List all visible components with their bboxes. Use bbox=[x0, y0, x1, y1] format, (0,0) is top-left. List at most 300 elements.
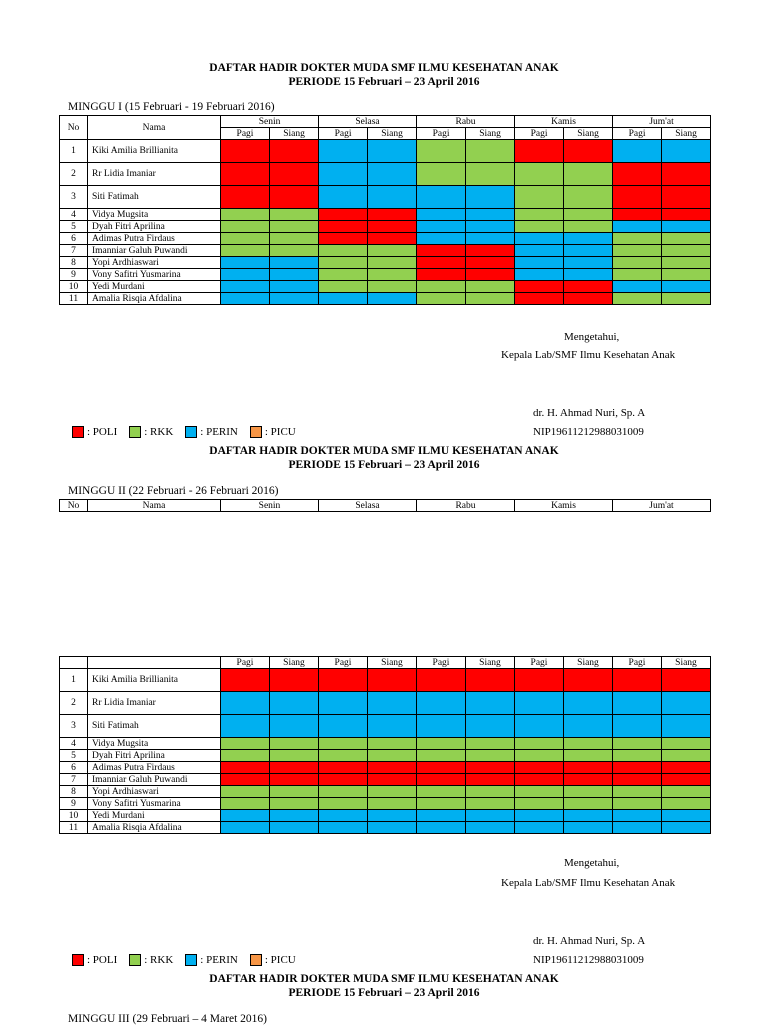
schedule-cell bbox=[368, 750, 417, 762]
schedule-cell bbox=[564, 293, 613, 305]
schedule-cell bbox=[613, 810, 662, 822]
schedule-cell bbox=[319, 281, 368, 293]
student-name: Yedi Murdani bbox=[88, 810, 221, 822]
header-no-blank bbox=[60, 657, 88, 669]
schedule-cell bbox=[270, 293, 319, 305]
schedule-cell bbox=[466, 186, 515, 209]
schedule-cell bbox=[564, 762, 613, 774]
schedule-cell bbox=[564, 669, 613, 692]
schedule-cell bbox=[368, 669, 417, 692]
signature-name-2: dr. H. Ahmad Nuri, Sp. A bbox=[533, 935, 646, 947]
schedule-cell bbox=[319, 209, 368, 221]
schedule-cell bbox=[270, 786, 319, 798]
title-line-2-section-3: PERIODE 15 Februari – 23 April 2016 bbox=[288, 987, 480, 999]
schedule-cell bbox=[466, 269, 515, 281]
week-1-table bbox=[59, 115, 711, 305]
schedule-cell bbox=[515, 233, 564, 245]
schedule-cell bbox=[368, 786, 417, 798]
header-shift-siang: Siang bbox=[662, 128, 711, 140]
legend-2 bbox=[72, 954, 308, 966]
header-shift-pagi: Pagi bbox=[319, 657, 368, 669]
schedule-cell bbox=[417, 245, 466, 257]
header-no: No bbox=[60, 500, 88, 512]
week-2-header-table bbox=[59, 499, 711, 512]
row-number: 7 bbox=[60, 245, 88, 257]
schedule-cell bbox=[662, 669, 711, 692]
student-name: Kiki Amilia Brillianita bbox=[88, 669, 221, 692]
table-row bbox=[60, 692, 711, 715]
schedule-cell bbox=[221, 269, 270, 281]
table-row bbox=[60, 810, 711, 822]
schedule-cell bbox=[270, 257, 319, 269]
schedule-cell bbox=[662, 715, 711, 738]
table-row bbox=[60, 822, 711, 834]
schedule-cell bbox=[613, 281, 662, 293]
schedule-cell bbox=[368, 738, 417, 750]
schedule-cell bbox=[368, 245, 417, 257]
schedule-cell bbox=[368, 281, 417, 293]
legend-label-rkk: : RKK bbox=[144, 426, 174, 438]
schedule-cell bbox=[270, 186, 319, 209]
student-name: Adimas Putra Firdaus bbox=[88, 762, 221, 774]
row-number: 4 bbox=[60, 209, 88, 221]
schedule-cell bbox=[515, 715, 564, 738]
schedule-cell bbox=[368, 798, 417, 810]
schedule-cell bbox=[368, 186, 417, 209]
schedule-cell bbox=[466, 750, 515, 762]
schedule-cell bbox=[662, 221, 711, 233]
schedule-cell bbox=[221, 786, 270, 798]
schedule-cell bbox=[221, 750, 270, 762]
legend bbox=[72, 426, 308, 438]
schedule-cell bbox=[564, 822, 613, 834]
schedule-cell bbox=[564, 786, 613, 798]
schedule-cell bbox=[270, 245, 319, 257]
header-day-rabu: Rabu bbox=[417, 116, 515, 128]
schedule-cell bbox=[564, 221, 613, 233]
table-row bbox=[60, 786, 711, 798]
signature-known: Mengetahui, bbox=[564, 331, 620, 343]
row-number: 3 bbox=[60, 715, 88, 738]
schedule-cell bbox=[466, 774, 515, 786]
header-shift-siang: Siang bbox=[270, 128, 319, 140]
schedule-cell bbox=[613, 257, 662, 269]
schedule-cell bbox=[270, 669, 319, 692]
table-row bbox=[60, 269, 711, 281]
schedule-cell bbox=[515, 245, 564, 257]
schedule-cell bbox=[662, 774, 711, 786]
schedule-cell bbox=[221, 738, 270, 750]
header-shift-pagi: Pagi bbox=[613, 128, 662, 140]
schedule-cell bbox=[417, 810, 466, 822]
student-name: Amalia Risqia Afdalina bbox=[88, 293, 221, 305]
schedule-cell bbox=[221, 810, 270, 822]
schedule-cell bbox=[515, 786, 564, 798]
schedule-cell bbox=[319, 774, 368, 786]
legend-swatch-rkk bbox=[129, 426, 141, 438]
schedule-cell bbox=[319, 269, 368, 281]
row-number: 5 bbox=[60, 221, 88, 233]
week-2-table bbox=[59, 656, 711, 834]
schedule-cell bbox=[613, 786, 662, 798]
schedule-cell bbox=[662, 140, 711, 163]
schedule-cell bbox=[613, 798, 662, 810]
schedule-cell bbox=[613, 140, 662, 163]
legend-swatch-perin bbox=[185, 954, 197, 966]
week-3-label: MINGGU III (29 Februari – 4 Maret 2016) bbox=[68, 1013, 267, 1025]
legend-item-picu bbox=[250, 426, 296, 438]
schedule-cell bbox=[466, 669, 515, 692]
schedule-cell bbox=[270, 715, 319, 738]
schedule-cell bbox=[417, 750, 466, 762]
schedule-cell bbox=[270, 798, 319, 810]
row-number: 2 bbox=[60, 163, 88, 186]
schedule-cell bbox=[564, 715, 613, 738]
schedule-cell bbox=[270, 281, 319, 293]
schedule-cell bbox=[417, 669, 466, 692]
schedule-cell bbox=[662, 163, 711, 186]
schedule-cell bbox=[466, 209, 515, 221]
schedule-cell bbox=[466, 715, 515, 738]
row-number: 6 bbox=[60, 762, 88, 774]
legend-label-poli: : POLI bbox=[87, 954, 118, 966]
legend-label-poli: : POLI bbox=[87, 426, 118, 438]
header-shift-siang: Siang bbox=[368, 657, 417, 669]
schedule-cell bbox=[319, 163, 368, 186]
table-row bbox=[60, 245, 711, 257]
legend-item-poli bbox=[72, 954, 117, 966]
row-number: 10 bbox=[60, 810, 88, 822]
title-line-1: DAFTAR HADIR DOKTER MUDA SMF ILMU KESEHATAN ANAK bbox=[209, 62, 559, 74]
schedule-cell bbox=[270, 163, 319, 186]
schedule-cell bbox=[515, 738, 564, 750]
table-row bbox=[60, 738, 711, 750]
schedule-cell bbox=[515, 221, 564, 233]
signature-position: Kepala Lab/SMF Ilmu Kesehatan Anak bbox=[501, 349, 676, 361]
schedule-cell bbox=[319, 786, 368, 798]
schedule-cell bbox=[662, 810, 711, 822]
schedule-cell bbox=[319, 738, 368, 750]
schedule-cell bbox=[515, 692, 564, 715]
schedule-cell bbox=[417, 221, 466, 233]
schedule-cell bbox=[270, 738, 319, 750]
table-row bbox=[60, 163, 711, 186]
schedule-cell bbox=[564, 692, 613, 715]
schedule-cell bbox=[368, 163, 417, 186]
week-2-label: MINGGU II (22 Februari - 26 Februari 2016) bbox=[68, 485, 279, 497]
schedule-cell bbox=[417, 715, 466, 738]
header-day-senin: Senin bbox=[221, 116, 319, 128]
schedule-cell bbox=[221, 293, 270, 305]
signature-nip-2: NIP196112129880310​09 bbox=[533, 954, 644, 966]
schedule-cell bbox=[368, 715, 417, 738]
header-nama: Nama bbox=[88, 116, 221, 140]
header-shift-pagi: Pagi bbox=[221, 128, 270, 140]
signature-nip: NIP196112129880310​09 bbox=[533, 426, 644, 438]
schedule-cell bbox=[270, 822, 319, 834]
schedule-cell bbox=[662, 822, 711, 834]
schedule-cell bbox=[564, 245, 613, 257]
schedule-cell bbox=[417, 281, 466, 293]
schedule-cell bbox=[270, 774, 319, 786]
header-shift-siang: Siang bbox=[466, 657, 515, 669]
schedule-cell bbox=[662, 269, 711, 281]
schedule-cell bbox=[613, 762, 662, 774]
schedule-cell bbox=[417, 140, 466, 163]
schedule-cell bbox=[515, 798, 564, 810]
row-number: 8 bbox=[60, 786, 88, 798]
schedule-cell bbox=[221, 209, 270, 221]
schedule-cell bbox=[221, 163, 270, 186]
schedule-cell bbox=[368, 233, 417, 245]
schedule-cell bbox=[613, 269, 662, 281]
schedule-cell bbox=[319, 233, 368, 245]
legend-label-perin: : PERIN bbox=[200, 426, 238, 438]
schedule-cell bbox=[662, 209, 711, 221]
schedule-cell bbox=[270, 269, 319, 281]
header-day-kamis: Kamis bbox=[515, 116, 613, 128]
schedule-cell bbox=[466, 221, 515, 233]
legend-item-picu bbox=[250, 954, 296, 966]
schedule-cell bbox=[221, 140, 270, 163]
schedule-cell bbox=[319, 715, 368, 738]
header-shift-pagi: Pagi bbox=[417, 657, 466, 669]
row-number: 9 bbox=[60, 269, 88, 281]
schedule-cell bbox=[221, 186, 270, 209]
schedule-cell bbox=[466, 738, 515, 750]
legend-swatch-perin bbox=[185, 426, 197, 438]
header-no: No bbox=[60, 116, 88, 140]
schedule-cell bbox=[515, 293, 564, 305]
header-shift-siang: Siang bbox=[466, 128, 515, 140]
schedule-cell bbox=[515, 762, 564, 774]
table-row bbox=[60, 798, 711, 810]
schedule-cell bbox=[319, 669, 368, 692]
header-shift-siang: Siang bbox=[564, 657, 613, 669]
student-name: Yedi Murdani bbox=[88, 281, 221, 293]
schedule-cell bbox=[319, 798, 368, 810]
header-shift-pagi: Pagi bbox=[417, 128, 466, 140]
schedule-cell bbox=[417, 786, 466, 798]
week-1-label: MINGGU I (15 Februari - 19 Februari 2016) bbox=[68, 101, 275, 113]
schedule-cell bbox=[515, 163, 564, 186]
schedule-cell bbox=[564, 209, 613, 221]
row-number: 5 bbox=[60, 750, 88, 762]
schedule-cell bbox=[417, 692, 466, 715]
schedule-cell bbox=[221, 798, 270, 810]
schedule-cell bbox=[466, 810, 515, 822]
schedule-cell bbox=[368, 140, 417, 163]
schedule-cell bbox=[515, 822, 564, 834]
schedule-cell bbox=[613, 774, 662, 786]
schedule-cell bbox=[221, 221, 270, 233]
schedule-cell bbox=[319, 186, 368, 209]
schedule-cell bbox=[662, 692, 711, 715]
student-name: Yopi Ardhiaswari bbox=[88, 257, 221, 269]
schedule-cell bbox=[613, 233, 662, 245]
schedule-cell bbox=[515, 281, 564, 293]
schedule-cell bbox=[564, 186, 613, 209]
schedule-cell bbox=[368, 257, 417, 269]
schedule-cell bbox=[368, 269, 417, 281]
schedule-cell bbox=[515, 186, 564, 209]
schedule-cell bbox=[417, 774, 466, 786]
schedule-cell bbox=[662, 257, 711, 269]
legend-swatch-poli bbox=[72, 954, 84, 966]
schedule-cell bbox=[319, 140, 368, 163]
student-name: Vony Safitri Yusmarina bbox=[88, 269, 221, 281]
schedule-cell bbox=[466, 822, 515, 834]
schedule-cell bbox=[564, 750, 613, 762]
header-day-senin: Senin bbox=[221, 500, 319, 512]
legend-item-rkk bbox=[129, 426, 173, 438]
student-name: Yopi Ardhiaswari bbox=[88, 786, 221, 798]
student-name: Kiki Amilia Brillianita bbox=[88, 140, 221, 163]
header-shift-siang: Siang bbox=[662, 657, 711, 669]
schedule-cell bbox=[417, 798, 466, 810]
schedule-cell bbox=[270, 692, 319, 715]
schedule-cell bbox=[368, 810, 417, 822]
legend-swatch-poli bbox=[72, 426, 84, 438]
student-name: Dyah Fitri Aprilina bbox=[88, 221, 221, 233]
schedule-cell bbox=[564, 233, 613, 245]
legend-label-perin: : PERIN bbox=[200, 954, 238, 966]
legend-item-perin bbox=[185, 954, 238, 966]
student-name: Vidya Mugsita bbox=[88, 209, 221, 221]
header-shift-pagi: Pagi bbox=[515, 657, 564, 669]
student-name: Vony Safitri Yusmarina bbox=[88, 798, 221, 810]
header-day-jumat: Jum'at bbox=[613, 500, 711, 512]
schedule-cell bbox=[466, 762, 515, 774]
legend-item-rkk bbox=[129, 954, 173, 966]
schedule-cell bbox=[466, 798, 515, 810]
schedule-cell bbox=[613, 669, 662, 692]
schedule-cell bbox=[613, 715, 662, 738]
schedule-cell bbox=[221, 245, 270, 257]
schedule-cell bbox=[368, 774, 417, 786]
schedule-cell bbox=[270, 209, 319, 221]
row-number: 1 bbox=[60, 669, 88, 692]
schedule-cell bbox=[221, 715, 270, 738]
schedule-cell bbox=[515, 209, 564, 221]
schedule-cell bbox=[319, 245, 368, 257]
header-day-rabu: Rabu bbox=[417, 500, 515, 512]
schedule-cell bbox=[515, 140, 564, 163]
schedule-cell bbox=[368, 209, 417, 221]
schedule-cell bbox=[368, 293, 417, 305]
table-row bbox=[60, 750, 711, 762]
table-row bbox=[60, 186, 711, 209]
schedule-cell bbox=[515, 810, 564, 822]
schedule-cell bbox=[417, 209, 466, 221]
schedule-cell bbox=[466, 293, 515, 305]
schedule-cell bbox=[221, 822, 270, 834]
schedule-cell bbox=[564, 257, 613, 269]
legend-label-picu: : PICU bbox=[264, 954, 296, 966]
schedule-cell bbox=[564, 269, 613, 281]
schedule-cell bbox=[221, 281, 270, 293]
row-number: 11 bbox=[60, 822, 88, 834]
schedule-cell bbox=[417, 293, 466, 305]
schedule-cell bbox=[417, 762, 466, 774]
schedule-cell bbox=[319, 293, 368, 305]
schedule-cell bbox=[368, 762, 417, 774]
row-number: 10 bbox=[60, 281, 88, 293]
table-row bbox=[60, 257, 711, 269]
schedule-cell bbox=[662, 233, 711, 245]
schedule-cell bbox=[613, 293, 662, 305]
schedule-cell bbox=[319, 221, 368, 233]
header-day-jumat: Jum'at bbox=[613, 116, 711, 128]
row-number: 7 bbox=[60, 774, 88, 786]
legend-swatch-rkk bbox=[129, 954, 141, 966]
header-nama: Nama bbox=[88, 500, 221, 512]
student-name: Amalia Risqia Afdalina bbox=[88, 822, 221, 834]
schedule-cell bbox=[417, 822, 466, 834]
schedule-cell bbox=[564, 774, 613, 786]
title-line-2-section-2: PERIODE 15 Februari – 23 April 2016 bbox=[288, 459, 480, 471]
legend-swatch-picu bbox=[250, 426, 262, 438]
schedule-cell bbox=[221, 257, 270, 269]
table-row bbox=[60, 140, 711, 163]
schedule-cell bbox=[368, 692, 417, 715]
table-row bbox=[60, 762, 711, 774]
schedule-cell bbox=[417, 269, 466, 281]
schedule-cell bbox=[613, 750, 662, 762]
schedule-cell bbox=[417, 738, 466, 750]
schedule-cell bbox=[662, 786, 711, 798]
header-shift-pagi: Pagi bbox=[319, 128, 368, 140]
schedule-cell bbox=[466, 233, 515, 245]
schedule-cell bbox=[662, 798, 711, 810]
table-row bbox=[60, 281, 711, 293]
schedule-cell bbox=[613, 245, 662, 257]
schedule-cell bbox=[221, 669, 270, 692]
schedule-cell bbox=[564, 281, 613, 293]
schedule-cell bbox=[564, 738, 613, 750]
table-row bbox=[60, 669, 711, 692]
table-row bbox=[60, 715, 711, 738]
schedule-cell bbox=[466, 692, 515, 715]
schedule-cell bbox=[613, 692, 662, 715]
signature-position-2: Kepala Lab/SMF Ilmu Kesehatan Anak bbox=[501, 877, 676, 889]
row-number: 1 bbox=[60, 140, 88, 163]
table-row bbox=[60, 233, 711, 245]
schedule-cell bbox=[613, 163, 662, 186]
table-row bbox=[60, 209, 711, 221]
header-shift-siang: Siang bbox=[564, 128, 613, 140]
schedule-cell bbox=[270, 750, 319, 762]
schedule-cell bbox=[662, 245, 711, 257]
schedule-cell bbox=[319, 810, 368, 822]
schedule-cell bbox=[270, 810, 319, 822]
signature-known-2: Mengetahui, bbox=[564, 857, 620, 869]
table-row bbox=[60, 774, 711, 786]
schedule-cell bbox=[270, 140, 319, 163]
header-shift-siang: Siang bbox=[270, 657, 319, 669]
row-number: 3 bbox=[60, 186, 88, 209]
student-name: Imanniar Galuh Puwandi bbox=[88, 245, 221, 257]
schedule-cell bbox=[613, 186, 662, 209]
student-name: Dyah Fitri Aprilina bbox=[88, 750, 221, 762]
title-line-1-section-3: DAFTAR HADIR DOKTER MUDA SMF ILMU KESEHATAN ANAK bbox=[209, 973, 559, 985]
schedule-cell bbox=[515, 269, 564, 281]
student-name: Siti Fatimah bbox=[88, 186, 221, 209]
header-day-selasa: Selasa bbox=[319, 116, 417, 128]
schedule-cell bbox=[466, 786, 515, 798]
schedule-cell bbox=[466, 163, 515, 186]
student-name: Adimas Putra Firdaus bbox=[88, 233, 221, 245]
